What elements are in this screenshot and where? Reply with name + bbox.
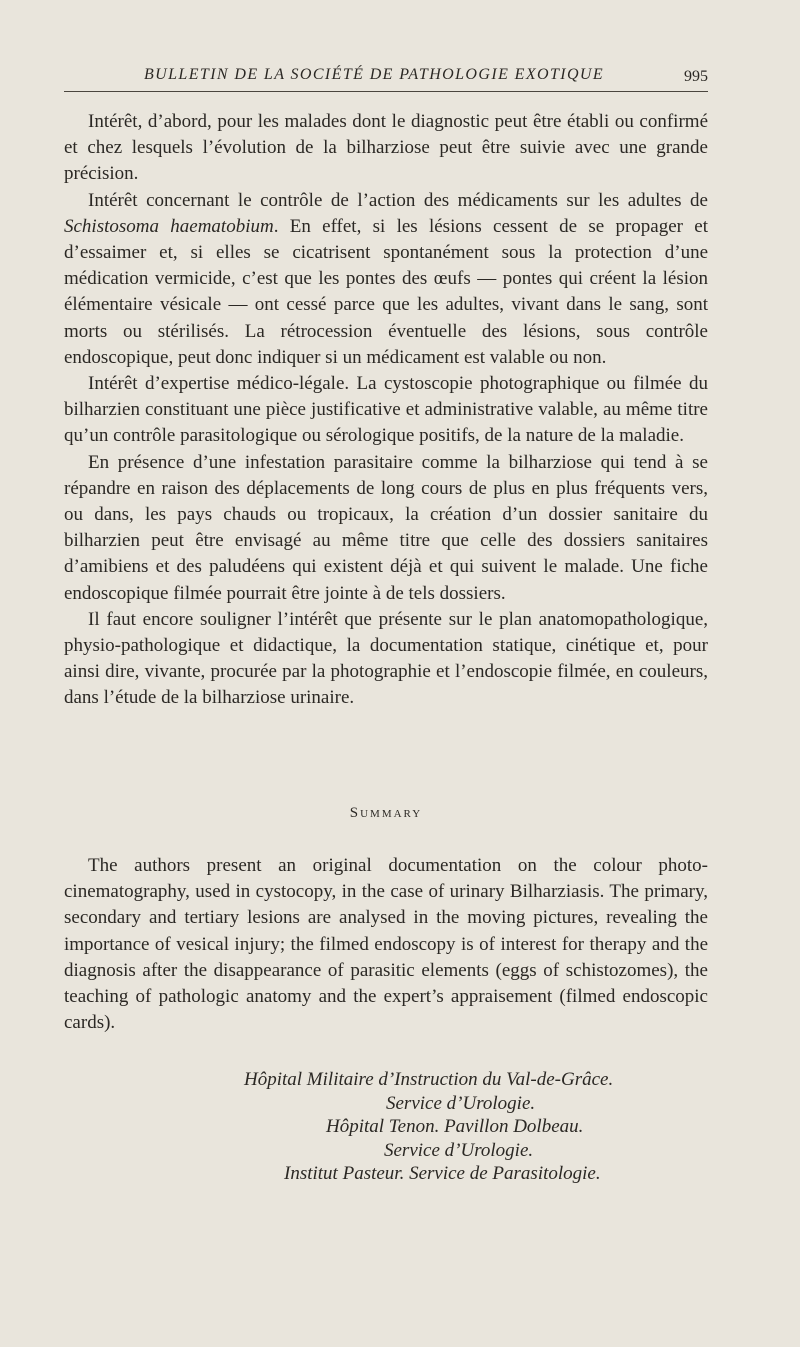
paragraph-health-file: En présence d’une infestation parasitaire comme la bilharziose qui tend à se répandre en raison des déplacements de long cours de plus en plus fréquents vers, ou dans, les pays chauds ou tropicaux, la création d’un dossier sanitaire du bilharzien peut être envisagé au même titre que celle des dossiers sanitaires d’amibiens et des paludéens qui existent déjà et qui suivent le malade. Une fiche endoscopique filmée pourrait être jointe à de tels dossiers. [64, 451, 708, 604]
affiliation-urology-2: Service d’Urologie. [384, 1139, 534, 1161]
affiliations [64, 1068, 708, 1186]
summary-section [64, 853, 708, 1036]
body-text [64, 109, 708, 712]
paragraph-drug-control [64, 188, 708, 371]
header-rule [64, 91, 708, 92]
affiliation-urology-1: Service d’Urologie. [386, 1092, 536, 1114]
affiliation-tenon: Hôpital Tenon. Pavillon Dolbeau. [326, 1116, 584, 1137]
summary-heading: Summary [349, 805, 423, 821]
paragraph-documentation: Il faut encore souligner l’intérêt que présente sur le plan anatomopathologique, physio-pathologique et didactique, la documentation statique, cinétique et, pour ainsi dire, vivante, procurée par la photographie et l’endoscopie filmée, en couleurs, dans l’étude de la bilharziose urinaire. [64, 608, 708, 709]
journal-running-title: BULLETIN DE LA SOCIÉTÉ DE PATHOLOGIE EXOTIQUE [144, 66, 605, 83]
species-name: Schistosoma haematobium [64, 215, 274, 237]
paragraph-medico-legal: Intérêt d’expertise médico-légale. La cystoscopie photographique ou filmée du bilharzien constituant une pièce justificative et administrative valable, au même titre qu’un contrôle parasitologique ou sérologique positifs, de la nature de la maladie. [64, 373, 708, 447]
affiliation-val-de-grace: Hôpital Militaire d’Instruction du Val-de-Grâce. [244, 1069, 614, 1090]
summary-paragraph: The authors present an original documentation on the colour photo-cinematography, used in cystocopy, in the case of urinary Bilharziasis. The primary, secondary and tertiary lesions are analysed in the moving pictures, revealing the importance of vesical injury; the filmed endoscopy is of interest for therapy and the diagnosis after the disappearance of parasitic elements (eggs of schistozomes), the teaching of pathologic anatomy and the expert’s appraisement (filmed endoscopic cards). [64, 855, 708, 1034]
paragraph-drug-control-end: . En effet, si les lésions cessent de se propager et d’essaimer et, si elles se cicatrisent spontanément sous la protection d’une médication vermicide, c’est que les pontes des œufs — pontes qui créent la lésion élémentaire vésicale — ont cessé parce que les adultes, vivant dans le sang, sont morts ou stérilisés. La rétrocession éventuelle des lésions, sous contrôle endoscopique, peut donc indiquer si un médicament est valable ou non. [64, 215, 708, 368]
paragraph-patients-interest: Intérêt, d’abord, pour les malades dont le diagnostic peut être établi ou confirmé et chez lesquels l’évolution de la bilharziose peut être suivie avec une grande précision. [64, 111, 708, 185]
page-number: 995 [684, 68, 708, 85]
affiliation-pasteur: Institut Pasteur. Service de Parasitologie. [284, 1163, 601, 1184]
paragraph-drug-control-start: Intérêt concernant le contrôle de l’action des médicaments sur les adultes de [88, 189, 708, 211]
running-header [64, 60, 708, 92]
